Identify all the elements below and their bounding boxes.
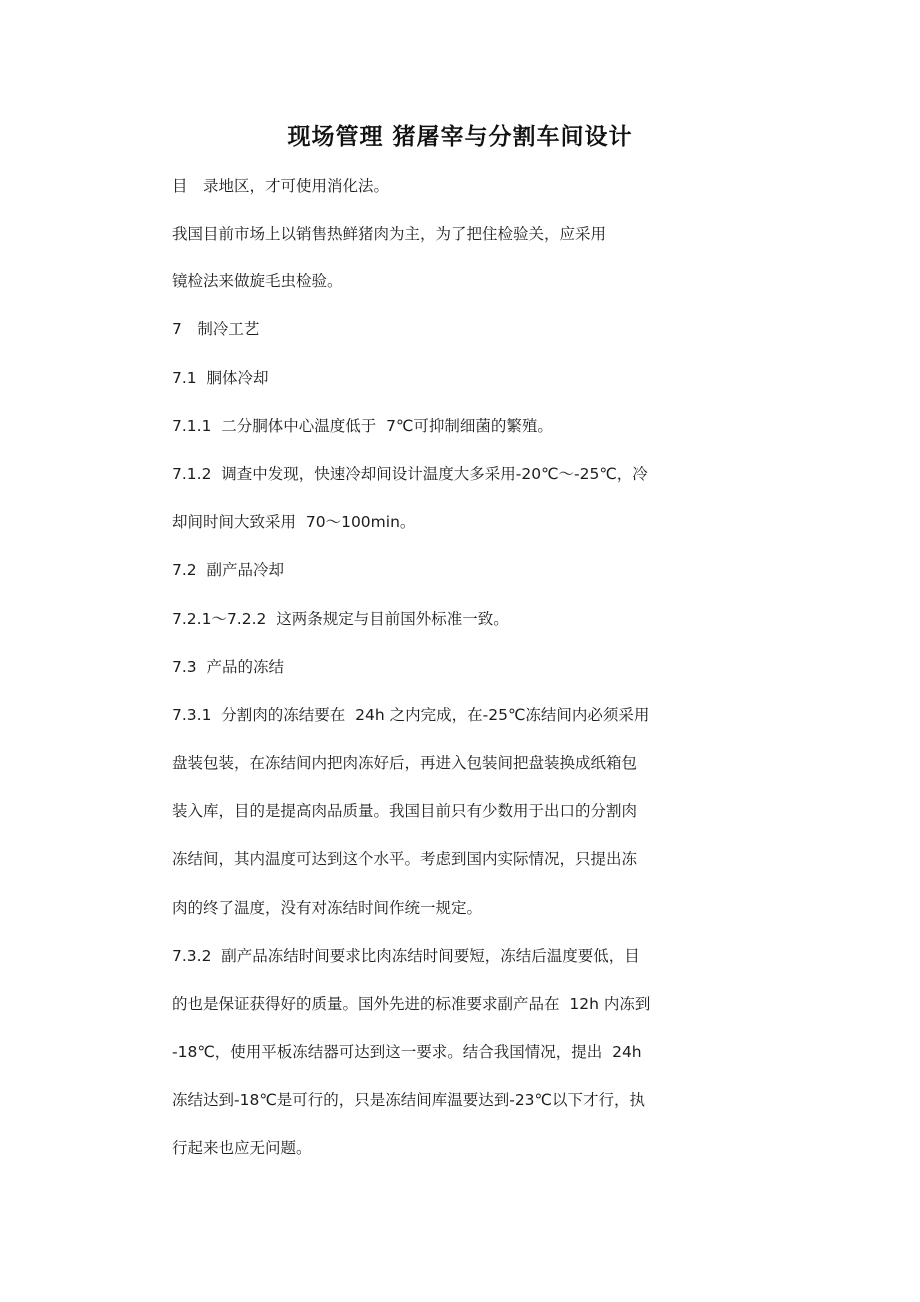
document-title: 现场管理 猪屠宰与分割车间设计 <box>287 123 633 150</box>
subsection-heading: 7.3 产品的冻结 <box>172 658 285 676</box>
text-line: 7.3.1 分割肉的冻结要在 24h 之内完成，在-25℃冻结间内必须采用 <box>172 706 650 724</box>
text-line: 却间时间大致采用 70～100min。 <box>172 513 416 531</box>
text-line: 肉的终了温度，没有对冻结时间作统一规定。 <box>172 899 483 917</box>
text-line: 冻结达到-18℃是可行的，只是冻结间库温要达到-23℃以下才行，执 <box>172 1091 645 1109</box>
text-line: 的也是保证获得好的质量。国外先进的标准要求副产品在 12h 内冻到 <box>172 995 651 1013</box>
text-line: 7.1.2 调查中发现，快速冷却间设计温度大多采用-20℃～-25℃，冷 <box>172 465 648 483</box>
text-line: 7.3.2 副产品冻结时间要求比肉冻结时间要短，冻结后温度要低，目 <box>172 947 640 965</box>
subsection-heading: 7.1 胴体冷却 <box>172 369 269 387</box>
subsection-heading: 7.2 副产品冷却 <box>172 561 285 579</box>
text-line: 目 录地区，才可使用消化法。 <box>172 177 390 195</box>
text-line: 我国目前市场上以销售热鲜猪肉为主，为了把住检验关，应采用 <box>172 225 607 243</box>
section-heading: 7 制冷工艺 <box>172 320 260 338</box>
text-line: 7.2.1～7.2.2 这两条规定与目前国外标准一致。 <box>172 610 509 628</box>
text-line: 装入库，目的是提高肉品质量。我国目前只有少数用于出口的分割肉 <box>172 802 638 820</box>
text-line: 盘装包装，在冻结间内把肉冻好后，再进入包装间把盘装换成纸箱包 <box>172 754 638 772</box>
text-line: 冻结间，其内温度可达到这个水平。考虑到国内实际情况，只提出冻 <box>172 850 638 868</box>
text-line: -18℃，使用平板冻结器可达到这一要求。结合我国情况，提出 24h <box>172 1043 642 1061</box>
text-line: 7.1.1 二分胴体中心温度低于 7℃可抑制细菌的繁殖。 <box>172 417 553 435</box>
text-line: 镜检法来做旋毛虫检验。 <box>172 272 343 290</box>
text-line: 行起来也应无问题。 <box>172 1139 312 1157</box>
